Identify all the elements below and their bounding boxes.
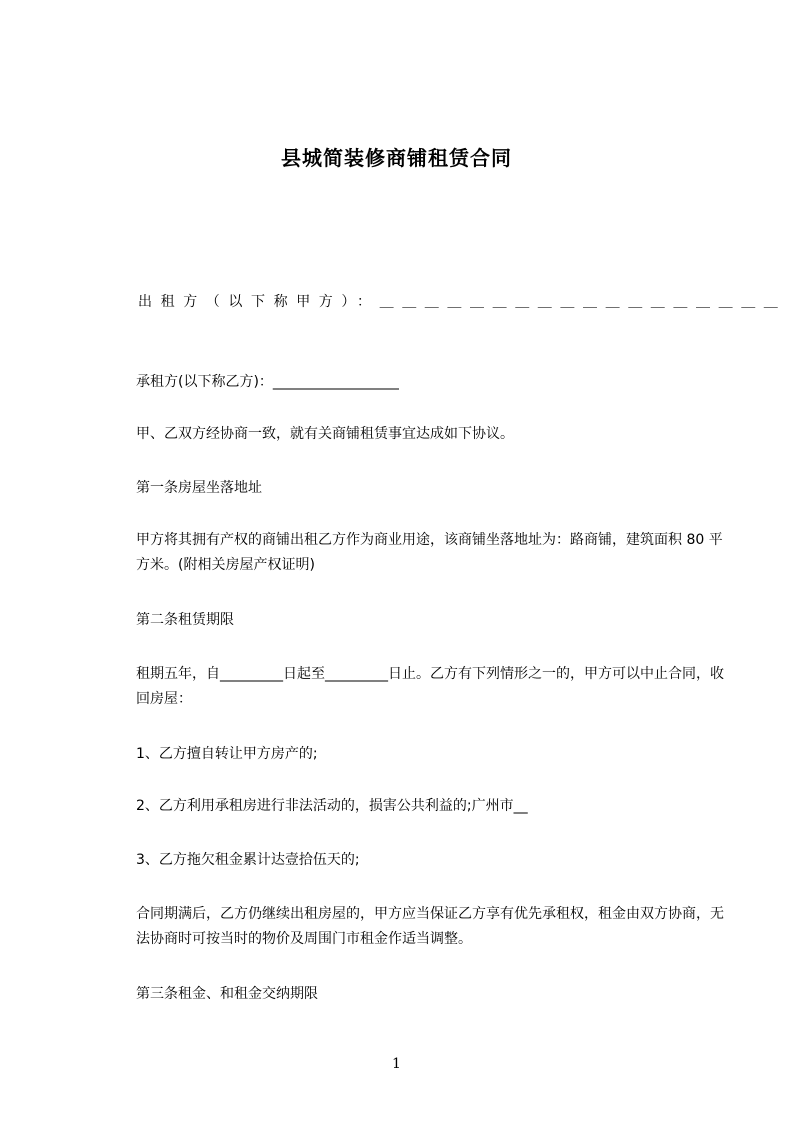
agreement-paragraph: 甲、乙双方经协商一致，就有关商铺租赁事宜达成如下协议。	[136, 426, 514, 442]
article1-heading: 第一条房屋坐落地址	[136, 480, 262, 496]
list-item-3: 3、乙方拖欠租金累计达壹拾伍天的;	[136, 852, 360, 868]
document-title: 县城简装修商铺租赁合同	[281, 146, 512, 170]
article2-body: 租期五年，自_________日起至_________日止。乙方有下列情形之一的，甲方可以中止合同，收回房屋：	[136, 666, 724, 707]
page-number: 1	[392, 1056, 401, 1072]
lessee-line: 承租方(以下称乙方)：__________________	[136, 374, 399, 390]
list-item-1: 1、乙方擅自转让甲方房产的;	[136, 746, 318, 762]
article2-heading: 第二条租赁期限	[136, 612, 234, 628]
article1-body: 甲方将其拥有产权的商铺出租乙方作为商业用途，该商铺坐落地址为：路商铺，建筑面积 80 平方米。(附相关房屋产权证明)	[136, 532, 723, 573]
article3-heading: 第三条租金、和租金交纳期限	[136, 986, 318, 1002]
list-item-2: 2、乙方利用承租房进行非法活动的，损害公共利益的;广州市__	[136, 798, 528, 814]
renewal-paragraph: 合同期满后，乙方仍继续出租房屋的，甲方应当保证乙方享有优先承租权，租金由双方协商，无法协商时可按当时的物价及周围门市租金作适当调整。	[136, 906, 724, 947]
lessor-line: 出租方（以下称甲方）：＿＿＿＿＿＿＿＿＿＿＿＿＿＿＿＿＿＿	[138, 294, 787, 310]
